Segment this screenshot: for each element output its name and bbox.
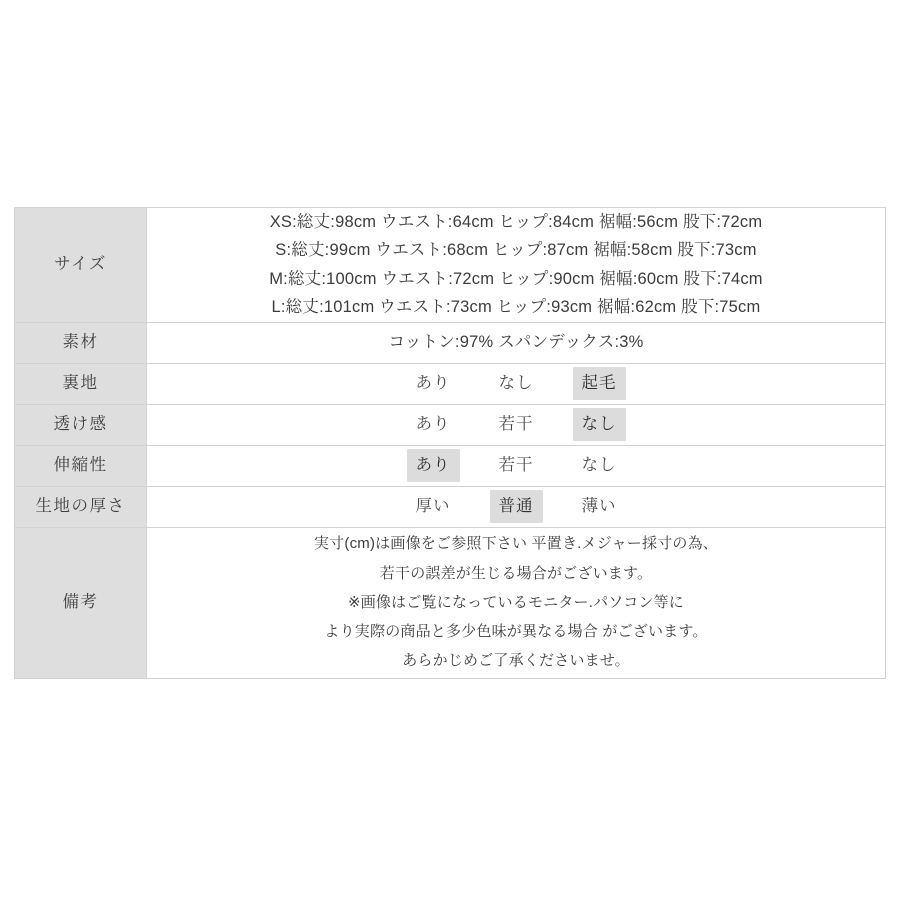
- row-label-sheerness: 透け感: [15, 404, 147, 445]
- size-line-m: M:総丈:100cm ウエスト:72cm ヒップ:90cm 裾幅:60cm 股下:74cm: [269, 269, 763, 288]
- table-row-size: [15, 208, 886, 323]
- remarks-line-2: 若干の誤差が生じる場合がございます。: [379, 564, 653, 582]
- size-line-xs: XS:総丈:98cm ウエスト:64cm ヒップ:84cm 裾幅:56cm 股下:72cm: [269, 213, 763, 231]
- remarks-lines: [147, 529, 885, 675]
- stretch-option-ari: あり: [407, 449, 460, 482]
- size-line-l: L:総丈:101cm ウエスト:73cm ヒップ:93cm 裾幅:62cm 股下:75cm: [271, 298, 761, 317]
- remarks-line-5: あらかじめご了承くださいませ。: [402, 652, 630, 670]
- size-line-s: S:総丈:99cm ウエスト:68cm ヒップ:87cm 裾幅:58cm 股下:73cm: [275, 241, 757, 260]
- size-lines: [147, 208, 885, 322]
- lining-option-kimo: 起毛: [573, 367, 626, 400]
- spec-table-container: [14, 207, 886, 679]
- thickness-option-futsu: 普通: [490, 490, 543, 523]
- row-value-lining: [147, 363, 886, 404]
- remarks-line-1: 実寸(cm)は画像をご参照下さい 平置き.メジャー採寸の為、: [313, 535, 719, 553]
- material-text: コットン:97% スパンデックス:3%: [388, 333, 644, 352]
- row-label-remarks: 備考: [15, 527, 147, 678]
- sheerness-option-ari: あり: [415, 415, 451, 434]
- thickness-option-atsui: 厚い: [415, 497, 451, 516]
- table-row-thickness: [15, 486, 886, 527]
- row-value-thickness: [147, 486, 886, 527]
- table-row-sheerness: [15, 404, 886, 445]
- table-row-material: [15, 322, 886, 363]
- thickness-options: [147, 490, 885, 523]
- table-row-remarks: [15, 527, 886, 678]
- row-label-thickness: 生地の厚さ: [15, 486, 147, 527]
- stretch-options: [147, 449, 885, 482]
- sheerness-option-nashi: なし: [573, 408, 626, 441]
- sheerness-option-jakkan: 若干: [498, 415, 534, 434]
- table-row-lining: [15, 363, 886, 404]
- stretch-option-nashi: なし: [581, 456, 617, 475]
- lining-option-nashi: なし: [498, 374, 534, 393]
- lining-options: [147, 367, 885, 400]
- thickness-option-usui: 薄い: [581, 497, 617, 516]
- row-value-remarks: [147, 527, 886, 678]
- remarks-line-3: ※画像はご覧になっているモニター.パソコン等に: [347, 593, 685, 611]
- spec-table-body: [15, 208, 886, 679]
- row-label-lining: 裏地: [15, 363, 147, 404]
- remarks-line-4: より実際の商品と多少色味が異なる場合 がございます。: [324, 623, 708, 641]
- product-spec-table: [14, 207, 886, 679]
- sheerness-options: [147, 408, 885, 441]
- row-value-size: [147, 208, 886, 323]
- row-value-sheerness: [147, 404, 886, 445]
- row-value-material: [147, 322, 886, 363]
- row-label-stretch: 伸縮性: [15, 445, 147, 486]
- row-label-size: サイズ: [15, 208, 147, 323]
- table-row-stretch: [15, 445, 886, 486]
- stretch-option-jakkan: 若干: [498, 456, 534, 475]
- row-value-stretch: [147, 445, 886, 486]
- row-label-material: 素材: [15, 322, 147, 363]
- lining-option-ari: あり: [415, 374, 451, 393]
